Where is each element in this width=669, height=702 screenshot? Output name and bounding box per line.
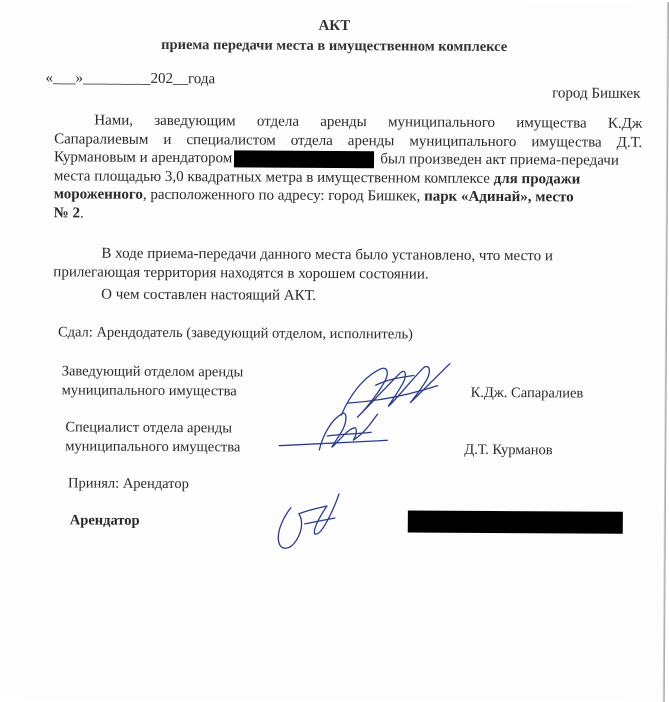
p1l1-word: отдела [256, 113, 300, 130]
received-label: Принял: Арендатор [67, 475, 189, 493]
p1l2-word: Д.Т. [616, 134, 643, 151]
p1l2-word: отдела [290, 132, 333, 149]
signature-3 [269, 488, 349, 558]
signatory-2-role-line-2: муниципального имущества [65, 438, 241, 456]
signatory-1-role [62, 362, 244, 401]
p1l2-word: аренды [347, 132, 395, 149]
paragraph-1 [54, 111, 643, 226]
p1l1-word: аренды [320, 113, 367, 131]
p1l2-word: имущества [531, 133, 602, 151]
signatory-1-name: К.Дж. Сапаралиев [470, 384, 584, 402]
paragraph-3: О чем составлен настоящий АКТ. [101, 286, 317, 304]
signature-2 [275, 400, 405, 461]
paragraph-2-line-2: прилегающая территория находятся в хорошем состоянии. [53, 263, 429, 283]
p1l2-word: Сапаралиевым [54, 130, 149, 148]
signatory-1-role-line-2: муниципального имущества [61, 382, 237, 400]
redaction-box [234, 150, 374, 168]
date-line: «___»_________202__года [45, 70, 216, 88]
tenant-label: Арендатор [69, 512, 140, 529]
paper-edge [663, 2, 669, 702]
p1l2-word: муниципального [409, 132, 517, 150]
signatory-2-role-line-1: Специалист отдела аренды [65, 419, 233, 437]
p1l1-word: Нами, [94, 112, 134, 129]
tenant-name-redaction [408, 510, 623, 533]
p1l1-word: К.Дж [607, 115, 643, 132]
signatory-2-role [65, 418, 240, 457]
document-subtitle: приема передачи места в имущественном комплексе [161, 36, 508, 56]
signatory-1-role-line-1: Заведующий отделом аренды [61, 363, 244, 381]
p1l2-word: специалистом [186, 131, 276, 149]
paragraph-1-line-6 [54, 204, 642, 226]
paragraph-2 [53, 244, 639, 285]
p1-line4-start: места площадью 3,0 квадратных метра в имущественном комплексе [53, 167, 491, 187]
p1-line5-bold2: парк «Адинай», место [424, 188, 574, 206]
p1-line3-start: Курмановым и арендатором [53, 149, 233, 167]
signatory-2-name: Д.Т. Курманов [464, 441, 553, 459]
p1l1-word: имущества [516, 115, 587, 132]
p1-line5-text: , расположенного по адресу: город Бишкек, [142, 186, 421, 205]
p1-line3-end: был произведен акт приема-передачи [380, 151, 619, 169]
p1-line6-bold: № 2 [53, 204, 81, 221]
p1l1-word: муниципального [387, 114, 496, 131]
p1-line4-bold: для продажи [493, 170, 581, 188]
handover-label: Сдал: Арендодатель (заведующий отделом, исполнитель) [57, 324, 413, 343]
p1l1-word: заведующим [154, 112, 236, 130]
document-title: АКТ [318, 17, 351, 35]
p1-line6-text: . [79, 204, 84, 221]
paragraph-1-line-5 [54, 185, 642, 207]
city-label: город Бишкек [552, 85, 641, 102]
p1l2-word: и [163, 131, 172, 148]
paragraph-2-line-1: В ходе приема-передачи данного места было установлено, что место и [101, 245, 553, 265]
p1-line5-bold: мороженного [53, 186, 143, 203]
